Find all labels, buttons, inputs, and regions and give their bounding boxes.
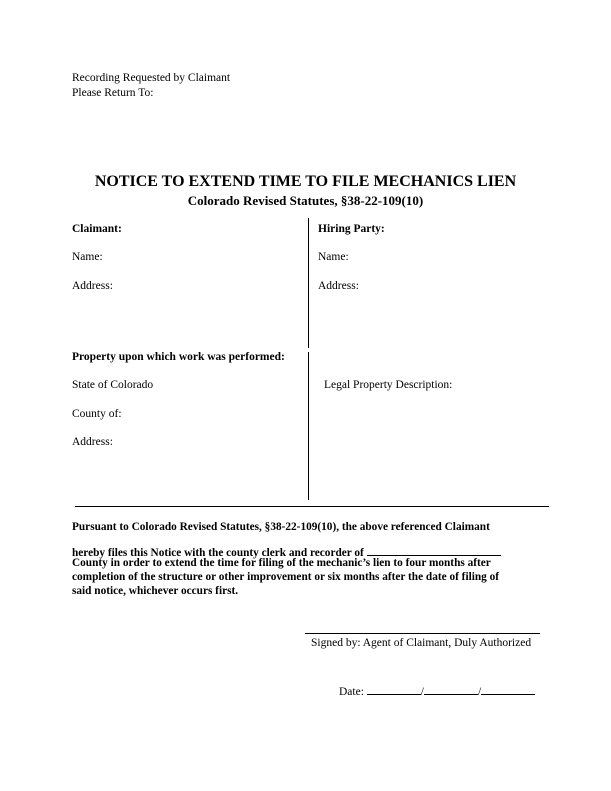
statement-line-5: said notice, whichever occurs first. — [72, 585, 239, 597]
date-month-field[interactable] — [367, 682, 421, 695]
claimant-address-label: Address: — [72, 280, 113, 292]
claimant-name-label: Name: — [72, 251, 103, 263]
hiring-party-address-label: Address: — [318, 280, 359, 292]
signature-label: Signed by: Agent of Claimant, Duly Authorized — [311, 637, 532, 649]
county-clerk-blank-field[interactable] — [367, 543, 501, 556]
lower-column-divider — [308, 352, 309, 500]
date-year-field[interactable] — [481, 682, 535, 695]
statement-line-3: County in order to extend the time for filing of the mechanic’s lien to four months after — [72, 557, 491, 569]
date-separator-2: / — [477, 686, 482, 698]
date-row — [339, 682, 535, 698]
date-day-field[interactable] — [424, 682, 478, 695]
property-heading: Property upon which work was performed: — [72, 351, 285, 363]
statement-line-1: Pursuant to Colorado Revised Statutes, §38-22-109(10), the above referenced Claimant — [72, 521, 490, 533]
recording-requested-text: Recording Requested by Claimant — [72, 72, 231, 84]
document-title: NOTICE TO EXTEND TIME TO FILE MECHANICS LIEN — [94, 173, 517, 190]
please-return-to-text: Please Return To: — [72, 87, 154, 99]
claimant-heading: Claimant: — [72, 223, 122, 235]
property-state: State of Colorado — [72, 379, 154, 391]
document-subtitle: Colorado Revised Statutes, §38-22-109(10) — [187, 193, 424, 208]
statement-line-4: completion of the structure or other improvement or six months after the date of filing of — [72, 571, 500, 583]
property-county-label: County of: — [72, 408, 122, 420]
signature-line[interactable] — [305, 633, 540, 634]
hiring-party-heading: Hiring Party: — [318, 223, 385, 235]
hiring-party-name-label: Name: — [318, 251, 349, 263]
legal-description-label: Legal Property Description: — [324, 379, 453, 391]
statement-line-2-text: hereby files this Notice with the county clerk and recorder of — [72, 547, 364, 559]
section-divider-line — [75, 506, 549, 507]
upper-column-divider — [308, 218, 309, 348]
date-separator-1: / — [420, 686, 424, 698]
property-address-label: Address: — [72, 436, 113, 448]
date-label: Date: — [339, 686, 364, 698]
